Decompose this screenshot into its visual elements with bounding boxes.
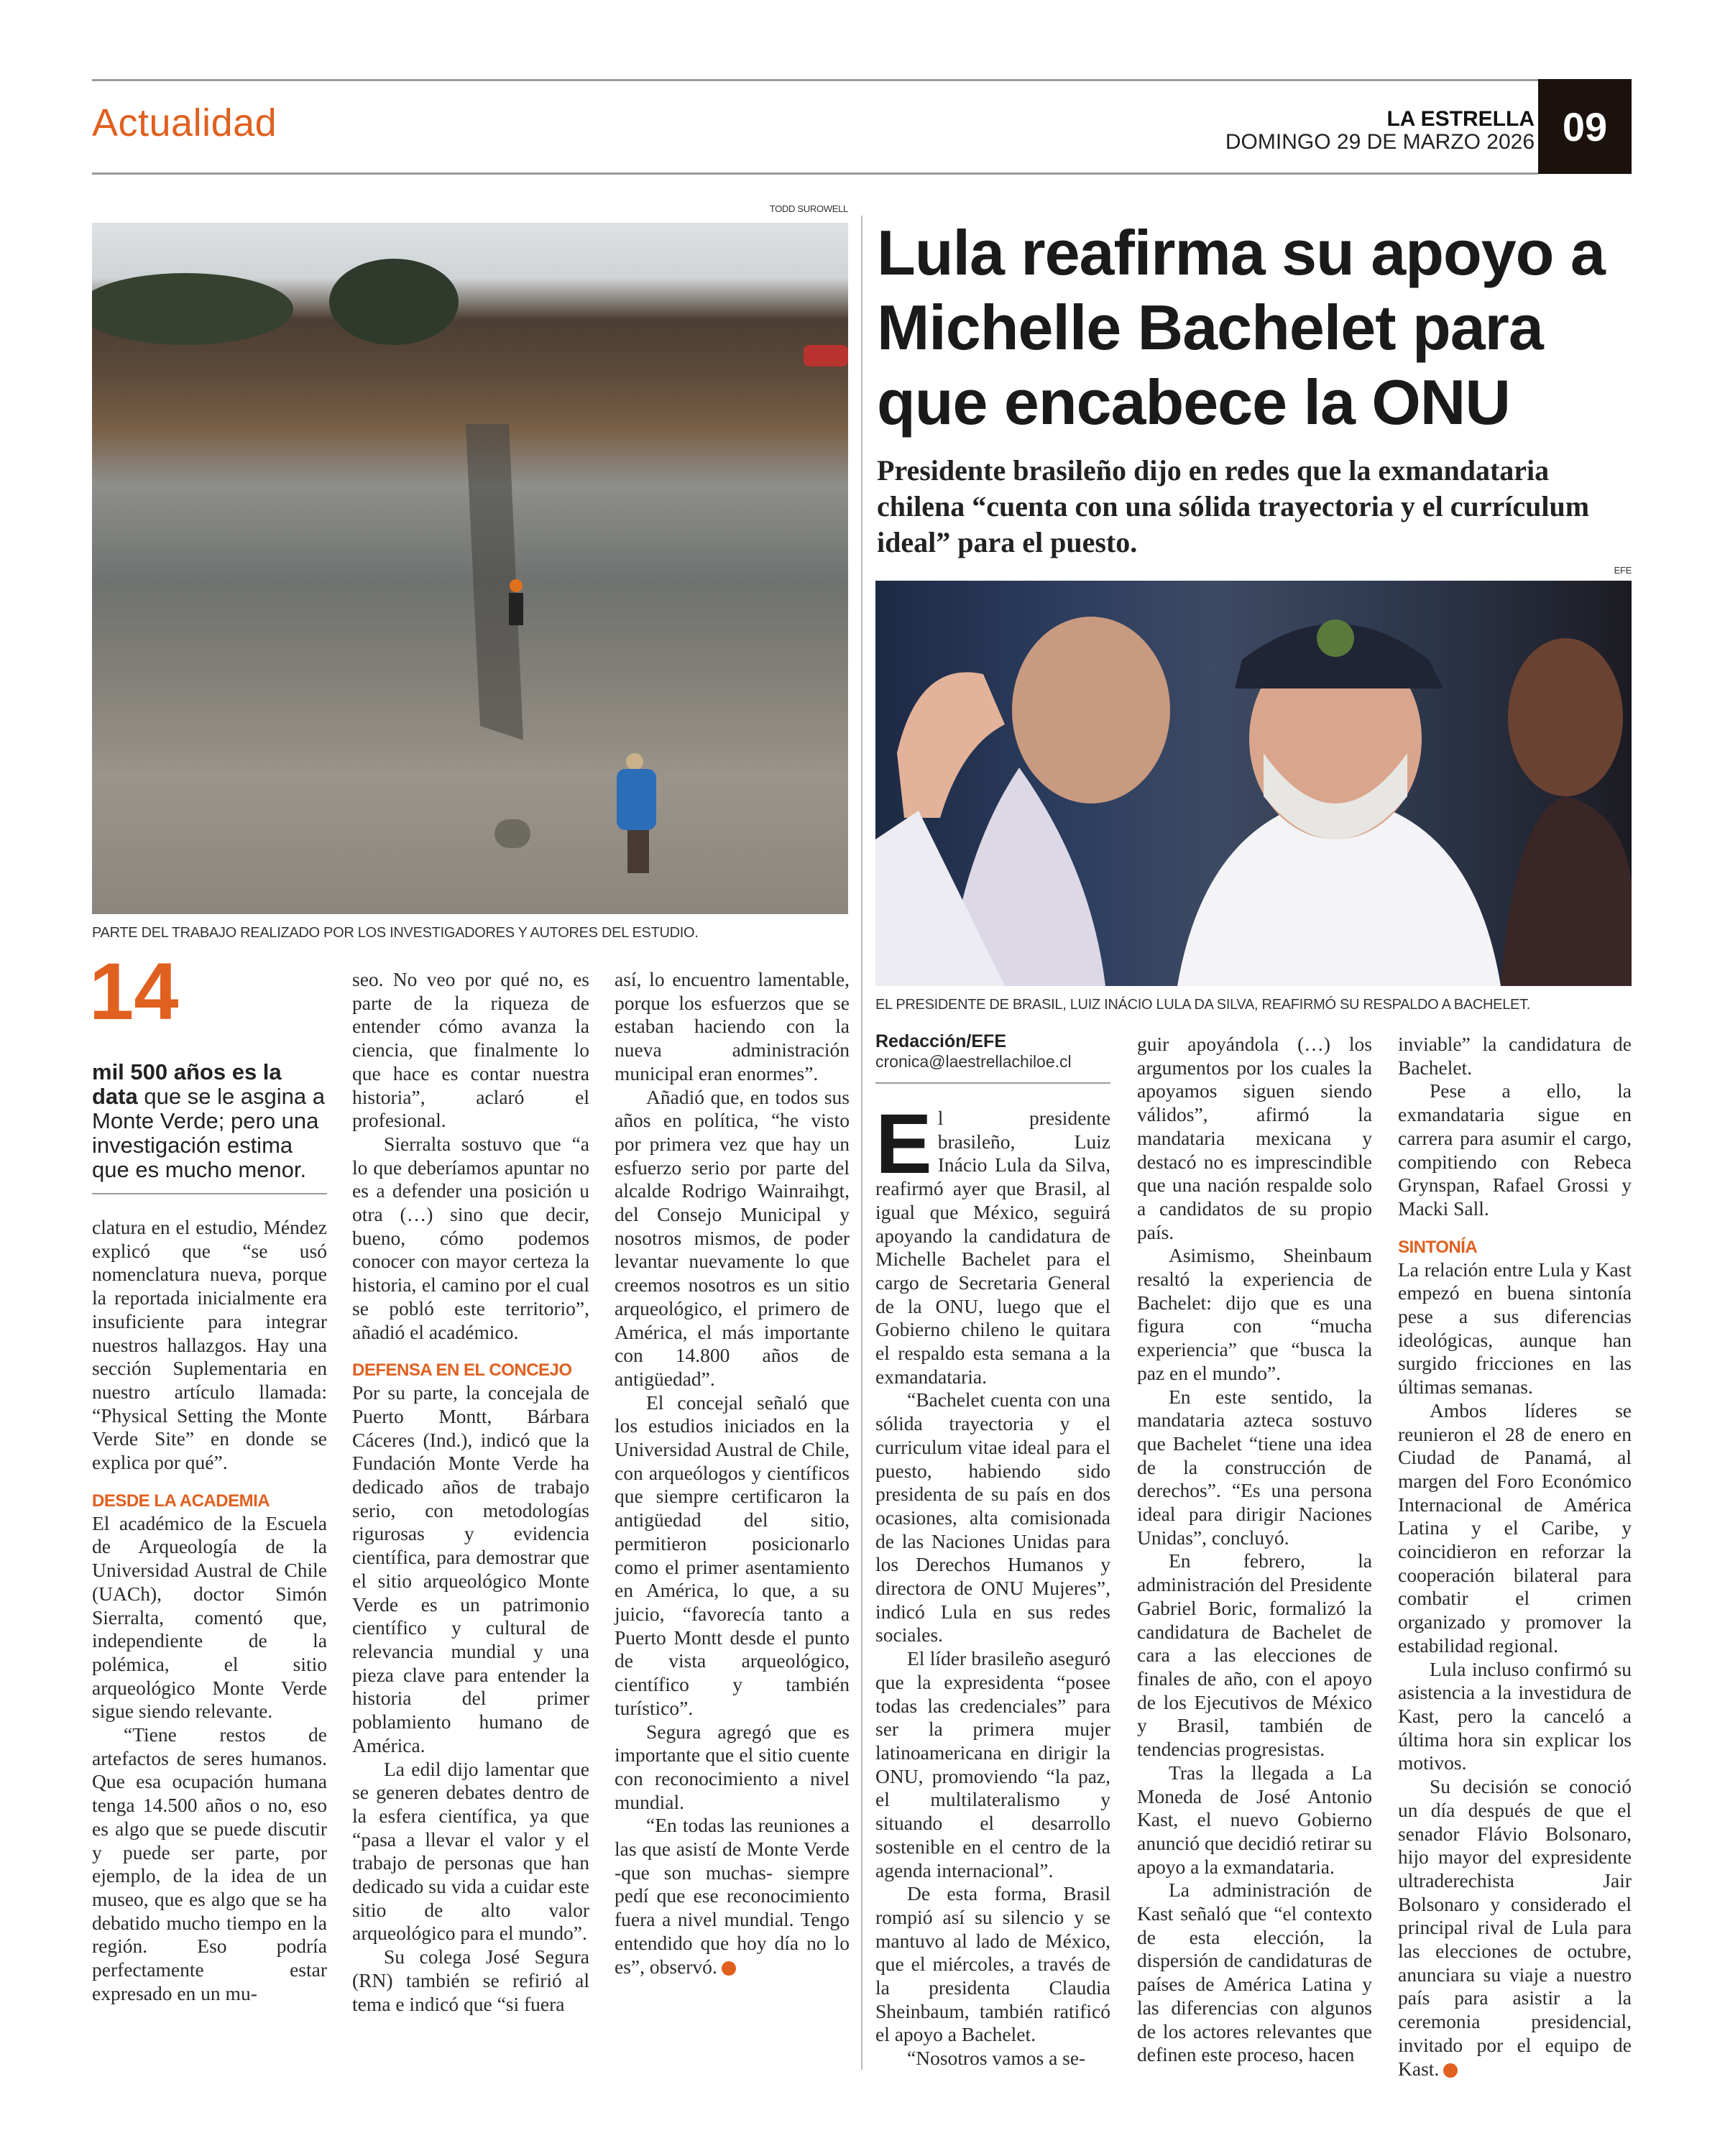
photo-caption: PARTE DEL TRABAJO REALIZADO POR LOS INVESTIGADORES Y AUTORES DEL ESTUDIO. [92, 925, 699, 941]
paragraph [352, 1758, 589, 1946]
paragraph-text: Su colega José Segura (RN) también se refirió al tema e indicó que “si fuera [352, 1945, 589, 2015]
issue-date: DOMINGO 29 DE MARZO 2026 [1225, 130, 1535, 154]
paragraph-text: “Bachelet cuenta con una sólida trayectoria y el curriculum vitae ideal para el puesto, habiendo sido presidenta de su país en dos ocasiones, alta comisionada de las Naciones Unidas para los Derechos Humanos y directora de ONU Mujeres”, indicó Lula en sus redes sociales. [875, 1388, 1110, 1646]
header-bottom-rule [92, 172, 1538, 175]
paragraph-text: así, lo encuentro lamentable, porque los esfuerzos que se estaban haciendo con la nueva administración municipal eran enormes”. [615, 968, 850, 1084]
stat-lead: mil 500 años es la data [92, 1059, 282, 1109]
paragraph [1398, 1399, 1632, 1658]
stat-blurb [92, 1060, 329, 1182]
page-number: 09 [1538, 79, 1632, 174]
paragraph [615, 1086, 850, 1391]
byline-rule [875, 1082, 1110, 1084]
paragraph-text: Asimismo, Sheinbaum resaltó la experiencia de Bachelet: dijo que es una figura con “mucha experiencia” que “busca la paz en el mundo”. [1137, 1244, 1372, 1384]
paragraph [615, 1720, 850, 1815]
author: Redacción/EFE [875, 1031, 1006, 1051]
photo-credit: EFE [1614, 565, 1632, 576]
paragraph [352, 968, 589, 1133]
drop-cap: E [875, 1097, 932, 1192]
paragraph-text: Lula incluso confirmó su asistencia a la investidura de Kast, pero la canceló a última hora sin explicar los motivos. [1398, 1657, 1632, 1774]
paragraph [92, 1216, 327, 1475]
paragraph [875, 1097, 1110, 1388]
paragraph-text: La administración de Kast señaló que “el contexto de esta elección, la dispersión de candidaturas de países de América Latina y las diferencias con algunos de los actores relevantes que definen este proceso, hacen [1137, 1879, 1372, 2066]
blurb-rule [92, 1193, 327, 1194]
paragraph [1137, 1549, 1372, 1761]
paragraph-text: Pese a ello, la exmandataria sigue en carrera para asumir el cargo, compitiendo con Rebeca Grynspan, Rafael Grossi y Macki Sall. [1398, 1079, 1632, 1220]
author-email[interactable]: cronica@laestrellachiloe.cl [875, 1052, 1072, 1071]
paragraph-text: El concejal señaló que los estudios iniciados en la Universidad Austral de Chile, con arqueólogos y científicos que siempre certificaron la antigüedad del sitio, permitieron posicionarlo como el primer asentamiento en América, lo que, a su juicio, “favorecía tanto a Puerto Montt desde el punto de vista arqueológico, científico y también turístico”. [615, 1391, 850, 1719]
paragraph-text: La edil dijo lamentar que se generen debates dentro de la esfera científica, ya que “pasa a llevar el valor y el trabajo de personas que han dedicado su vida a cuidar este sitio de alto valor arqueológico para el mundo”. [352, 1757, 589, 1945]
subheadline: Presidente brasileño dijo en redes que la exmandataria chilena “cuenta con una sólida trayectoria y el currículum ideal” para el puesto. [877, 454, 1590, 558]
paragraph-text: clatura en el estudio, Méndez explicó que “se usó nomenclatura nueva, porque la reportada inicialmente era insuficiente para integrar nuestros hallazgos. Hay una sección Suplementaria en nuestro artículo llamada: “Physical Setting the Monte Verde Site” en donde se explica por qué”. [92, 1216, 327, 1474]
paragraph-text: “Tiene restos de artefactos de seres humanos. Que esa ocupación humana tenga 14.500 años o no, eso es algo que se puede discutir y puede ser parte, por ejemplo, de la idea de un museo, que es algo que se ha debatido mucho tiempo en la región. Eso podría perfectamente estar expresado en un mu- [92, 1723, 327, 2004]
paragraph-text: Añadió que, en todos sus años en política, “he visto por primera vez que hay un esfuerzo serio por parte del alcalde Rodrigo Wainraihgt, del Consejo Municipal y nosotros mismos, de poder levantar nuevamente lo que creemos nosotros es un sitio arqueológico, el primero de América, el más importante con 14.800 años de antigüedad”. [615, 1085, 850, 1390]
paragraph-text: Sierralta sostuvo que “a lo que deberíamos apuntar no es a defender una posición u otra (…) sino que decir, bueno, cómo podemos conocer con mayor certeza la historia, el camino por el cual se pobló este territorio”, añadió el académico. [352, 1132, 589, 1343]
paragraph-text: “En todas las reuniones a las que asistí de Monte Verde -que son muchas- siempre pedí que ese reconocimiento fuera a nivel mundial. Tengo entendido que hoy día no lo es”, observó. [615, 1814, 850, 1978]
main-story-column-1 [875, 1097, 1110, 2070]
subheading: DEFENSA EN EL CONCEJO [352, 1360, 572, 1381]
paragraph [1398, 1258, 1632, 1399]
paragraph [1398, 1033, 1632, 1079]
paragraph [615, 968, 850, 1086]
paragraph [615, 1814, 850, 1978]
main-story-column-2 [1137, 1033, 1372, 2067]
byline [875, 1031, 1110, 1072]
paragraph [875, 1882, 1110, 2047]
masthead [1225, 108, 1535, 154]
paragraph [1137, 1761, 1372, 1879]
main-story-column-3 [1398, 1033, 1632, 2081]
paragraph [352, 1945, 589, 2016]
stat-text: que se le asgina a Monte Verde; pero una investigación estima que es mucho menor. [92, 1084, 326, 1182]
photo-credit: TODD SUROWELL [769, 203, 848, 214]
paragraph-text: Tras la llegada a La Moneda de José Antonio Kast, el nuevo Gobierno anunció que decidió retirar su apoyo a la exmandataria. [1137, 1761, 1372, 1878]
newspaper-name: LA ESTRELLA [1386, 107, 1535, 131]
header-top-rule [92, 79, 1538, 81]
paragraph-text: Por su parte, la concejala de Puerto Montt, Bárbara Cáceres (Ind.), indicó que la Fundación Monte Verde ha dedicado años de trabajo serio, con metodologías rigurosas y evidencia científica, para demostrar que el sitio arqueológico Monte Verde es un patrimonio científico y cultural de relevancia mundial y una pieza clave para entender la historia del primer poblamiento humano de América. [352, 1381, 589, 1756]
paragraph [1137, 1244, 1372, 1385]
lula-photo-illustration [875, 581, 1632, 986]
paragraph [875, 1647, 1110, 1882]
paragraph [875, 2047, 1110, 2070]
paragraph [92, 1512, 327, 1723]
paragraph-text: La relación entre Lula y Kast empezó en buena sintonía pese a sus diferencias ideológicas, aunque han surgido fricciones en las últimas semanas. [1398, 1258, 1632, 1399]
paragraph-text: De esta forma, Brasil rompió así su silencio y se mantuvo al lado de México, que el miércoles, a través de la presidenta Claudia Sheinbaum, también ratificó el apoyo a Bachelet. [875, 1882, 1110, 2046]
left-story-column-3 [615, 968, 850, 1978]
paragraph-text: En febrero, la administración del Presidente Gabriel Boric, formalizó la candidatura de Bachelet de cara a las elecciones de finales de año, con el apoyo de los Ejecutivos de México y Brasil, también de tendencias progresistas. [1137, 1549, 1372, 1761]
paragraph [615, 1391, 850, 1720]
paragraph-text: Segura agregó que es importante que el sitio cuente con reconocimiento a nivel mundial. [615, 1720, 850, 1813]
paragraph [352, 1133, 589, 1344]
paragraph-text: “Nosotros vamos a se- [907, 2047, 1086, 2070]
paragraph-text: l presidente brasileño, Luiz Inácio Lula da Silva, reafirmó ayer que Brasil, al igual que México, seguirá apoyando la candidatura de Michelle Bachelet para el cargo de Secretaria General de la ONU, luego que el Gobierno chileno le quitara el respaldo esta semana a la exmandataria. [875, 1107, 1110, 1388]
excavation-photo-illustration [92, 223, 848, 914]
stat-number: 14 [89, 946, 179, 1036]
paragraph-text: El líder brasileño aseguró que la expresidenta “posee todas las credenciales” para ser la primera mujer latinoamericana en dirigir la ONU, promoviendo “la paz, el multilateralismo y situando el desarrollo sostenible en el centro de la agenda internacional”. [875, 1647, 1110, 1881]
paragraph [875, 1388, 1110, 1647]
headline: Lula reafirma su apoyo a Michelle Bachelet para que encabece la ONU [877, 217, 1605, 438]
paragraph [1398, 1775, 1632, 2081]
column-divider [861, 216, 862, 2070]
left-story-column-1 [92, 1216, 327, 2006]
subheading: DESDE LA ACADEMIA [92, 1491, 270, 1511]
section-title: Actualidad [92, 101, 277, 144]
paragraph [92, 1723, 327, 2005]
paragraph-text: seo. No veo por qué no, es parte de la riqueza de entender cómo avanza la ciencia, que finalmente lo que hace es contar nuestra historia”, aclaró el profesional. [352, 968, 589, 1132]
paragraph-text: guir apoyándola (…) los argumentos por los cuales la apoyamos siguen siendo válidos”, afirmó la mandataria mexicana y destacó no es imprescindible que una nación respalde solo a candidatos de su propio país. [1137, 1033, 1372, 1243]
paragraph [352, 1381, 589, 1757]
paragraph-text: El académico de la Escuela de Arqueología de la Universidad Austral de Chile (UACh), doctor Simón Sierralta, comentó que, independiente de la polémica, el sitio arqueológico Monte Verde sigue siendo relevante. [92, 1511, 327, 1723]
paragraph-text: inviable” la candidatura de Bachelet. [1398, 1033, 1632, 1079]
paragraph [1137, 1879, 1372, 2067]
paragraph-text: Ambos líderes se reunieron el 28 de enero en Ciudad de Panamá, al margen del Foro Económico Internacional de América Latina y el Caribe, y coincidieron en reforzar la cooperación bilateral para combatir el crimen organizado y promover la estabilidad regional. [1398, 1399, 1632, 1657]
end-mark-icon: ✪ [722, 1961, 736, 1976]
photo-caption: EL PRESIDENTE DE BRASIL, LUIZ INÁCIO LULA DA SILVA, REAFIRMÓ SU RESPALDO A BACHELET. [875, 997, 1531, 1013]
paragraph-text: En este sentido, la mandataria azteca sostuvo que Bachelet “tiene una idea de la construcción de derechos”. “Es una persona ideal para dirigir Naciones Unidas”, concluyó. [1137, 1385, 1372, 1549]
paragraph [1398, 1658, 1632, 1776]
paragraph [1398, 1079, 1632, 1220]
excavation-photo [92, 223, 848, 914]
paragraph [1137, 1386, 1372, 1550]
left-story-column-2 [352, 968, 589, 2016]
paragraph [1137, 1033, 1372, 1244]
lula-photo [875, 581, 1632, 986]
subheading: SINTONÍA [1398, 1237, 1478, 1257]
paragraph-text: Su decisión se conoció un día después de que el senador Flávio Bolsonaro, hijo mayor del expresidente ultraderechista Jair Bolsonaro y considerado el principal rival de Lula para las elecciones de octubre, anunciara su viaje a nuestro país para asistir a la ceremonia presidencial, invitado por el equipo de Kast. [1398, 1775, 1632, 2080]
end-mark-icon: ✪ [1443, 2063, 1458, 2078]
